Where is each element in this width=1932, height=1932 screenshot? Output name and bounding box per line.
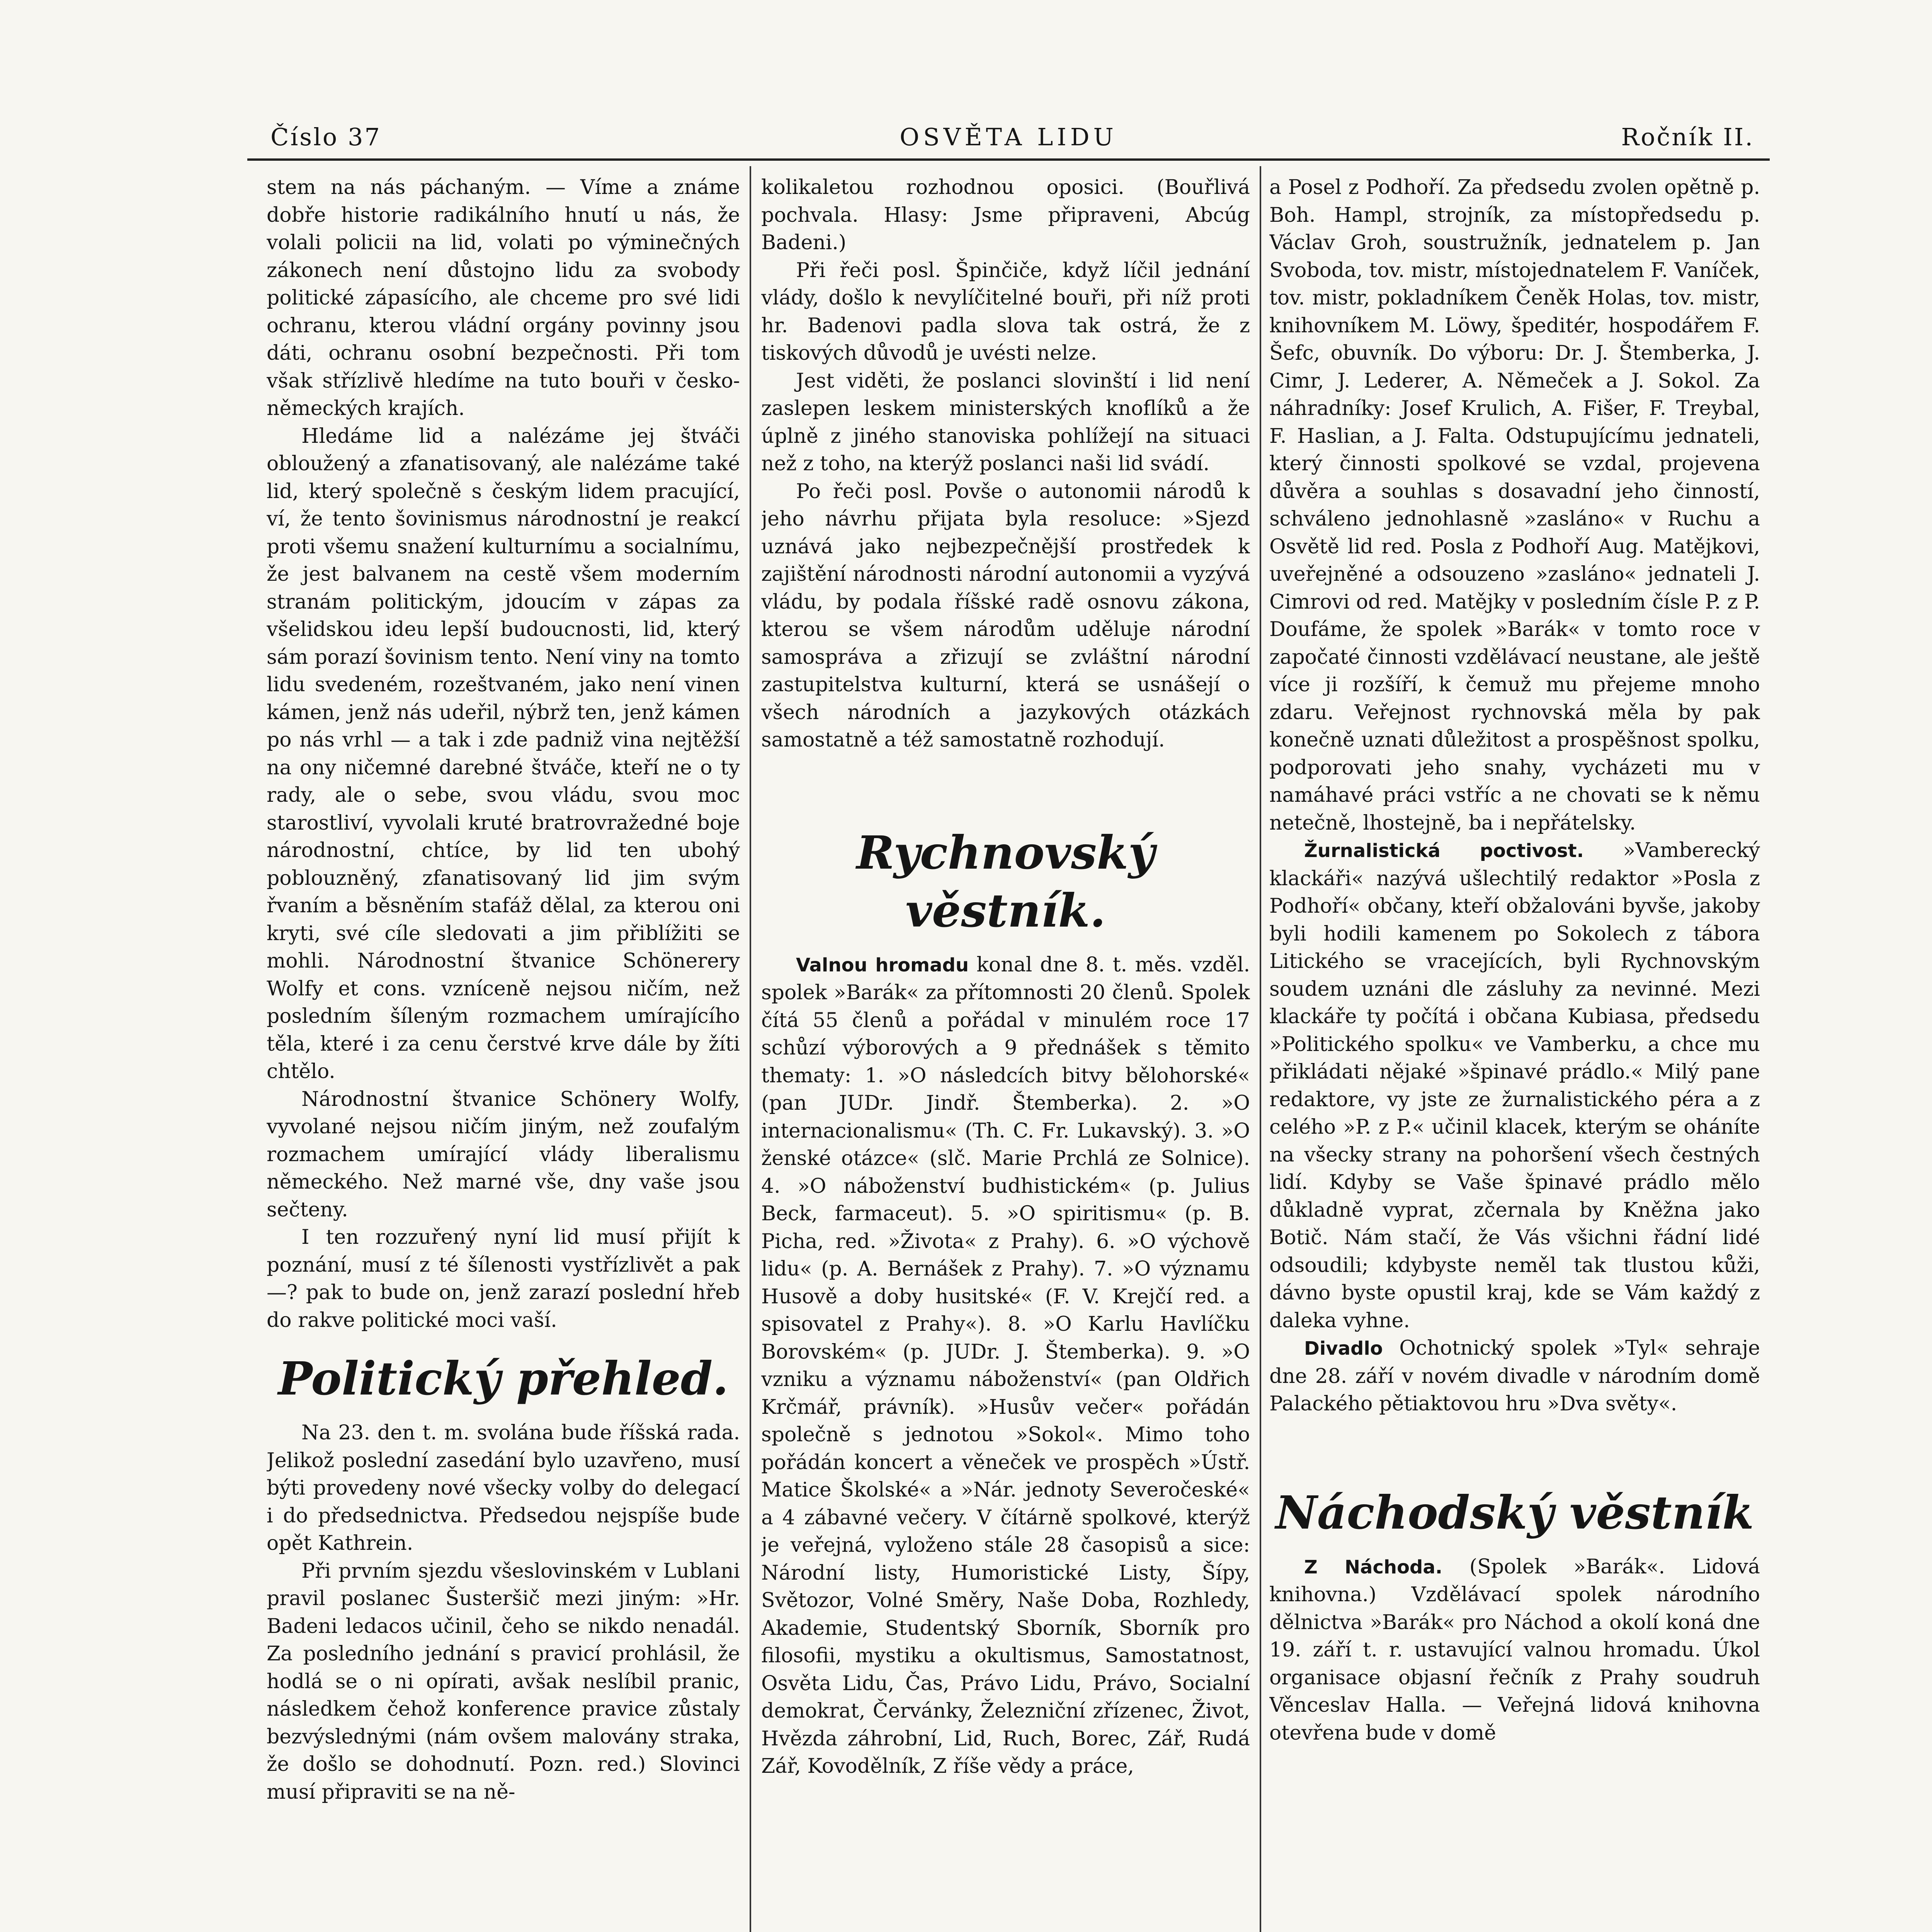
lead-in: Z Náchoda. bbox=[1304, 1556, 1443, 1578]
masthead-title: OSVĚTA LIDU bbox=[900, 123, 1117, 151]
article-paragraph: Ochotnický spolek »Tyl« sehraje dne 28. září v novém divadle v národním domě Palackého pětiaktovou hru »Dva světy«. bbox=[1269, 1337, 1760, 1415]
volume-number: Ročník II. bbox=[1621, 123, 1754, 151]
article-paragraph: Při řeči posl. Špinčiče, když líčil jednání vlády, došlo k nevylíčitelné bouři, při níž proti hr. Badenovi padla slova tak ostrá, že z tiskových důvodů je uvésti nelze. bbox=[761, 259, 1250, 365]
article-paragraph: Hledáme lid a nalézáme jej štváči obloužený a zfanatisovaný, ale nalézáme také lid, který společně s českým lidem pracující, ví, že tento šovinismus národnostní je reakcí proti všemu snažení kulturnímu a socialnímu, že jest balvanem na cestě všem moderním stranám politickým, jdoucím v zápas za všelidskou ideu lepší budoucnosti, lid, který sám porazí šovinism tento. Není viny na tomto lidu svedeném, rozeštvaném, jako není vinen kámen, jenž nás udeřil, nýbrž ten, jenž kámen po nás vrhl — a tak i zde padniž vina nejtěžší na ony ničemné darebné štváče, kteří ne o ty rady, ale o sebe, svou vládu, svou moc starostliví, vyvolali kruté bratrovražedné boje národnostní, chtíce, by lid ten ubohý poblouzněný, zfanatisovaný lid jim svým řvaním a běsněním stafáž dělal, za kterou oni kryti, své cíle sledovati a jim přiblížiti se mohli. Národnostní štvanice Schönerery Wolfy et cons. vzníceně nejsou ničím, než posledním šíleným rozmachem umírajícího těla, které i za cenu čerstvé krve dále by žíti chtělo. bbox=[267, 424, 740, 1083]
article-paragraph: Jest viděti, že poslanci slovinští i lid není zaslepen leskem ministerských knoflíků a že úplně z jiného stanoviska pohlížejí na situaci než z toho, na kterýž poslanci naši lid svádí. bbox=[761, 369, 1250, 475]
lead-in: Žurnalistická poctivost. bbox=[1304, 840, 1584, 862]
article-paragraph: Při prvním sjezdu všeslovinském v Lublani pravil poslanec Šusteršič mezi jiným: »Hr. Badeni ledacos učinil, čeho se nikdo nenadál. Za posledního jednání s pravicí prohlásil, že hodlá se o ni opírati, avšak neslíbil pranic, následkem čehož konference pravice zůstaly bezvýslednými (nám ovšem malovány straka, že došlo se dohodnutí. Pozn. red.) Slovinci musí připraviti se na ně- bbox=[267, 1559, 740, 1804]
article-paragraph: »Vamberecký klackáři« nazývá ušlechtilý redaktor »Posla z Podhoří« občany, kteří obžalováni byvše, jakoby byli hodili kamenem po Sokolech z tábora Litického se vracejících, byli Rychnovským soudem uznáni dle zásluhy za nevinné. Mezi klackáře ty počítá i občana Kubiasa, předsedu »Politického spolku« ve Vamberku, a chce mu přikládati nějaké »špinavé prádlo.« Milý pane redaktore, vy jste ze žurnalistického péra a z celého »P. z P.« učinil klacek, kterým se oháníte na všecky strany na pohoršení všech čestných lidí. Kdyby se Vaše špinavé prádlo mělo důkladně vyprat, zčernala by Kněžna jako Botič. Nám stačí, že Vás všichni řádní lidé odsoudili; kdybyste neměl tak tlustou kůži, dávno byste opustil kraj, kde se Vám každý z daleka vyhne. bbox=[1269, 839, 1760, 1332]
article-paragraph: Po řeči posl. Povše o autonomii národů k jeho návrhu přijata byla resoluce: »Sjezd uznává jako nejbezpečnější prostředek k zajištění národnosti národní autonomii a vyzývá vládu, by podala říšské radě osnovu zákona, kterou se všem národům uděluje národní samospráva a zřizují se zvláštní národní zastupitelstva kulturní, která se usnášejí o všech národních a jazykových otázkách samostatně a též samostatně rozhodují. bbox=[761, 480, 1250, 752]
issue-number: Číslo 37 bbox=[270, 123, 381, 151]
column-rule bbox=[750, 166, 751, 1932]
article-paragraph: Národnostní štvanice Schönery Wolfy, vyvolané nejsou ničím jiným, než zoufalým rozmachem umírající vlády liberalismu německého. Než marné vše, dny vaše jsou sečteny. bbox=[267, 1087, 740, 1221]
column-1 bbox=[267, 174, 740, 1932]
article-paragraph: stem na nás páchaným. — Víme a známe dobře historie radikálního hnutí u nás, že volali policii na lid, volati po výminečných zákonech není důstojno lidu za svobody politické zápasícího, ale chceme pro své lidi ochranu, kterou vládní orgány povinny jsou dáti, ochranu osobní bezpečnosti. Při tom však střízlivě hledíme na tuto bouři v česko-německých krajích. bbox=[267, 176, 740, 420]
running-head bbox=[247, 116, 1770, 161]
article-paragraph: Na 23. den t. m. svolána bude říšská rada. Jelikož poslední zasedání bylo uzavřeno, musí býti provedeny nové všecky volby do delegací i do předsednictva. Předsedou nejspíše bude opět Kathrein. bbox=[267, 1421, 740, 1555]
column-rule bbox=[1260, 166, 1261, 1932]
article-paragraph: (Spolek »Barák«. Lidová knihovna.) Vzdělávací spolek národního dělnictva »Barák« pro Náchod a okolí koná dne 19. září t. r. ustavující valnou hromadu. Úkol organisace objasní řečník z Prahy soudruh Věnceslav Halla. — Veřejná lidová knihovna otevřena bude v domě bbox=[1269, 1555, 1760, 1745]
section-heading-politics: Politický přehled. bbox=[278, 1352, 729, 1405]
section-heading-rychnov: Rychnovský věstník. bbox=[856, 825, 1155, 937]
lead-in: Valnou hromadu bbox=[796, 954, 969, 976]
column-2 bbox=[761, 174, 1250, 1932]
newspaper-page bbox=[247, 116, 1770, 1932]
column-3 bbox=[1269, 174, 1760, 1932]
article-paragraph: I ten rozzuřený nyní lid musí přijít k poznání, musí z té šílenosti vystřízlivět a pak —? pak to bude on, jenž zarazí poslední hřeb do rakve politické moci vaší. bbox=[267, 1226, 740, 1332]
article-paragraph: konal dne 8. t. měs. vzděl. spolek »Barák« za přítomnosti 20 členů. Spolek čítá 55 členů a pořádal v minulém roce 17 schůzí výborových a 9 přednášek s těmito thematy: 1. »O následcích bitvy bělohorské« (pan JUDr. Jindř. Štemberka). 2. »O internacionalismu« (Th. C. Fr. Lukavský). 3. »O ženské otázce« (slč. Marie Prchlá ze Solnice). 4. »O náboženství budhistickém« (p. Julius Beck, farmaceut). 5. »O spiritismu« (p. B. Picha, red. »Života« z Prahy). 6. »O výchově lidu« (p. A. Bernášek z Prahy). 7. »O významu Husově a doby husitské« (F. V. Krejčí red. a spisovatel z Prahy«). 8. »O Karlu Havlíčku Borovském« (p. JUDr. J. Štemberka). 9. »O vzniku a významu náboženství« (pan Oldřich Krčmář, právník). »Husův večer« pořádán společně s jednotou »Sokol«. Mimo toho pořádán koncert a věneček ve prospěch »Ústř. Matice Školské« a »Nár. jednoty Severočeské« a 4 zábavné večery. V čítárně spolkové, kterýž je veřejná, vyloženo stále 28 časopisů a sice: Národní listy, Humoristické Listy, Šípy, Světozor, Volné Směry, Naše Doba, Rozhledy, Akademie, Studentský Sborník, Sborník pro filosofii, mystiku a okultismus, Samostatnost, Osvěta Lidu, Čas, Právo Lidu, Právo, Socialní demokrat, Červánky, Železniční zřízenec, Život, Hvězda záhrobní, Lid, Ruch, Borec, Zář, Rudá Zář, Kovodělník, Z říše vědy a práce, bbox=[761, 953, 1250, 1778]
lead-in: Divadlo bbox=[1304, 1338, 1383, 1359]
article-paragraph: a Posel z Podhoří. Za předsedu zvolen opětně p. Boh. Hampl, strojník, za místopředsedu p. Václav Groh, soustružník, jednatelem p. Jan Svoboda, tov. mistr, místojednatelem F. Vaníček, tov. mistr, pokladníkem Čeněk Holas, tov. mistr, knihovníkem M. Löwy, špeditér, hospodářem F. Šefc, obuvník. Do výboru: Dr. J. Štemberka, J. Cimr, J. Lederer, A. Němeček a J. Sokol. Za náhradníky: Josef Krulich, A. Fišer, F. Treybal, F. Haslian, a J. Falta. Odstupujícímu jednateli, který činnosti spolkové se vzdal, projevena důvěra a souhlas s dosavadní jeho činností, schváleno jednohlasně »zasláno« v Ruchu a Osvětě lid red. Posla z Podhoří Aug. Matějkovi, uveřejněné a odsouzeno »zasláno« jednateli J. Cimrovi od red. Matějky v posledním čísle P. z P. Doufáme, že spolek »Barák« v tomto roce v započaté činnosti vzdělávací neustane, ale ještě více ji rozšíří, k čemuž mu přejeme mnoho zdaru. Veřejnost rychnovská měla by pak konečně uznati důležitost a prospěšnost spolku, podporovati jeho snahy, vycházeti mu v namáhavé práci vstříc a ne chovati se k němu netečně, lhostejně, ba i nepřátelsky. bbox=[1269, 176, 1760, 835]
section-heading-nachod: Náchodský věstník bbox=[1276, 1485, 1754, 1539]
article-paragraph: kolikaletou rozhodnou oposici. (Bouřlivá pochvala. Hlasy: Jsme připraveni, Abcúg Badeni.) bbox=[761, 176, 1250, 254]
